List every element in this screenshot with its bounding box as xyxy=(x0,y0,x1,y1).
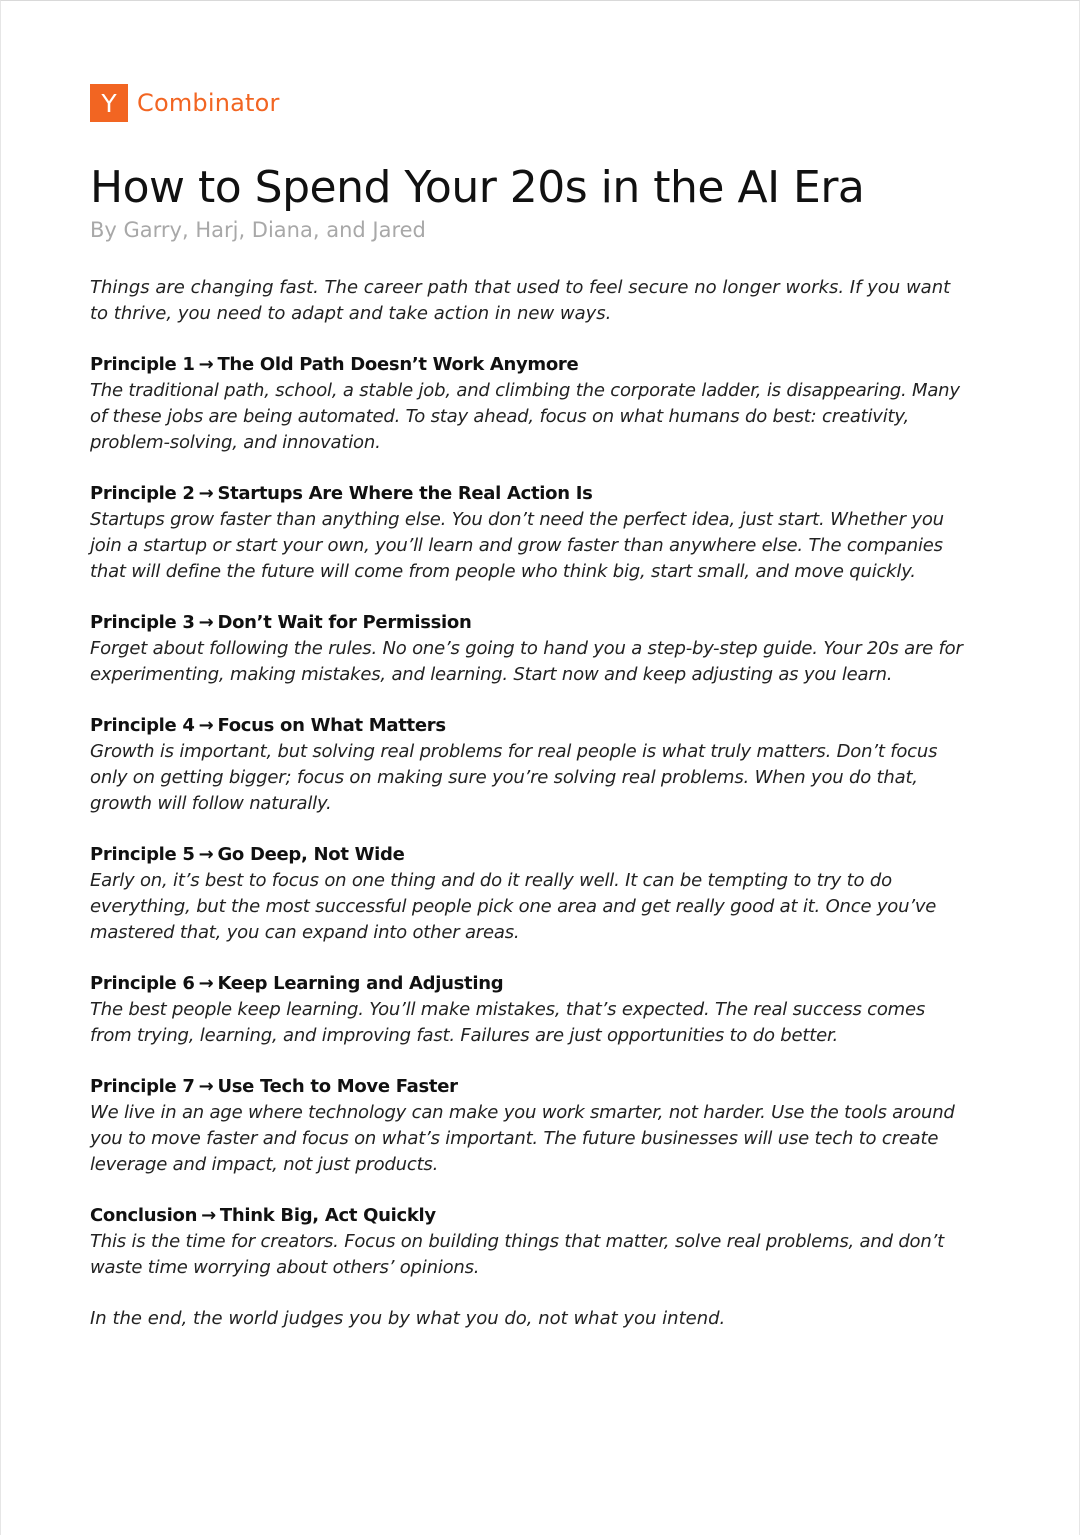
intro-paragraph: Things are changing fast. The career path that used to feel secure no longer works. If you want to thrive, you need to adapt and take action in new ways. xyxy=(90,277,951,324)
principle-section xyxy=(90,842,970,946)
principle-label: Principle 3 xyxy=(90,612,195,633)
principle-label: Principle 2 xyxy=(90,483,195,504)
principle-title: The Old Path Doesn’t Work Anymore xyxy=(217,354,579,375)
arrow-right-icon: → xyxy=(198,612,214,633)
arrow-right-icon: → xyxy=(198,844,214,865)
principle-title: Startups Are Where the Real Action Is xyxy=(217,483,593,504)
principle-heading xyxy=(90,971,970,997)
principle-body: Growth is important, but solving real problems for real people is what truly matters. Don’t focus only on getting bigger; focus on making sure you’re solving real problems. When you do that, growth will follow naturally. xyxy=(90,741,938,814)
principle-label: Principle 4 xyxy=(90,715,195,736)
principle-title: Don’t Wait for Permission xyxy=(217,612,472,633)
principle-body: Forget about following the rules. No one’s going to hand you a step-by-step guide. Your 20s are for experimenting, making mistakes, and learning. Start now and keep adjusting as you learn. xyxy=(90,638,963,685)
arrow-right-icon: → xyxy=(201,1205,216,1226)
arrow-right-icon: → xyxy=(198,715,214,736)
principle-body: This is the time for creators. Focus on building things that matter, solve real problems, and don’t waste time worrying about others’ opinions. xyxy=(90,1231,944,1278)
yc-logo xyxy=(90,84,970,122)
document-byline: By Garry, Harj, Diana, and Jared xyxy=(90,218,426,242)
principle-section xyxy=(90,352,970,456)
principle-body: The best people keep learning. You’ll make mistakes, that’s expected. The real success comes from trying, learning, and improving fast. Failures are just opportunities to do better. xyxy=(90,999,926,1046)
yc-logo-text: Combinator xyxy=(137,89,280,117)
principle-title: Use Tech to Move Faster xyxy=(217,1076,458,1097)
principle-title: Focus on What Matters xyxy=(217,715,446,736)
arrow-right-icon: → xyxy=(198,483,214,504)
principle-heading xyxy=(90,610,970,636)
principle-section xyxy=(90,971,970,1049)
principle-title: Go Deep, Not Wide xyxy=(217,844,405,865)
principle-label: Principle 7 xyxy=(90,1076,195,1097)
principle-section xyxy=(90,481,970,585)
principle-title: Think Big, Act Quickly xyxy=(219,1205,436,1226)
principle-body: We live in an age where technology can make you work smarter, not harder. Use the tools around you to move faster and focus on what’s important. The future businesses will use tech to create leverage and impact, not just products. xyxy=(90,1102,955,1175)
principle-section xyxy=(90,713,970,817)
principle-title: Keep Learning and Adjusting xyxy=(217,973,504,994)
principle-label: Conclusion xyxy=(90,1205,198,1226)
principle-body: Startups grow faster than anything else. You don’t need the perfect idea, just start. Whether you join a startup or start your own, you’ll learn and grow faster than anywhere else. The companies that will define the future will come from people who think big, start small, and move quickly. xyxy=(90,509,944,582)
arrow-right-icon: → xyxy=(198,354,214,375)
principle-heading xyxy=(90,713,970,739)
principle-heading xyxy=(90,1074,970,1100)
principle-body: The traditional path, school, a stable job, and climbing the corporate ladder, is disappearing. Many of these jobs are being automated. To stay ahead, focus on what humans do best: creativity, problem-solving, and innovation. xyxy=(90,380,960,453)
principle-section xyxy=(90,1074,970,1178)
principle-section xyxy=(90,1203,970,1281)
principle-body: Early on, it’s best to focus on one thing and do it really well. It can be tempting to try to do everything, but the most successful people pick one area and get really good at it. Once you’ve mastered that, you can expand into other areas. xyxy=(90,870,937,943)
principle-heading xyxy=(90,352,970,378)
document-content xyxy=(90,84,970,1332)
principle-label: Principle 6 xyxy=(90,973,195,994)
principle-heading xyxy=(90,481,970,507)
principle-heading xyxy=(90,1203,970,1229)
yc-logo-icon: Y xyxy=(90,84,128,122)
closing-paragraph: In the end, the world judges you by what you do, not what you intend. xyxy=(90,1308,726,1329)
principle-section xyxy=(90,610,970,688)
principle-label: Principle 1 xyxy=(90,354,195,375)
document-title: How to Spend Your 20s in the AI Era xyxy=(90,162,865,213)
principle-label: Principle 5 xyxy=(90,844,195,865)
principle-heading xyxy=(90,842,970,868)
arrow-right-icon: → xyxy=(198,1076,214,1097)
principles-list xyxy=(90,352,970,1281)
arrow-right-icon: → xyxy=(198,973,214,994)
